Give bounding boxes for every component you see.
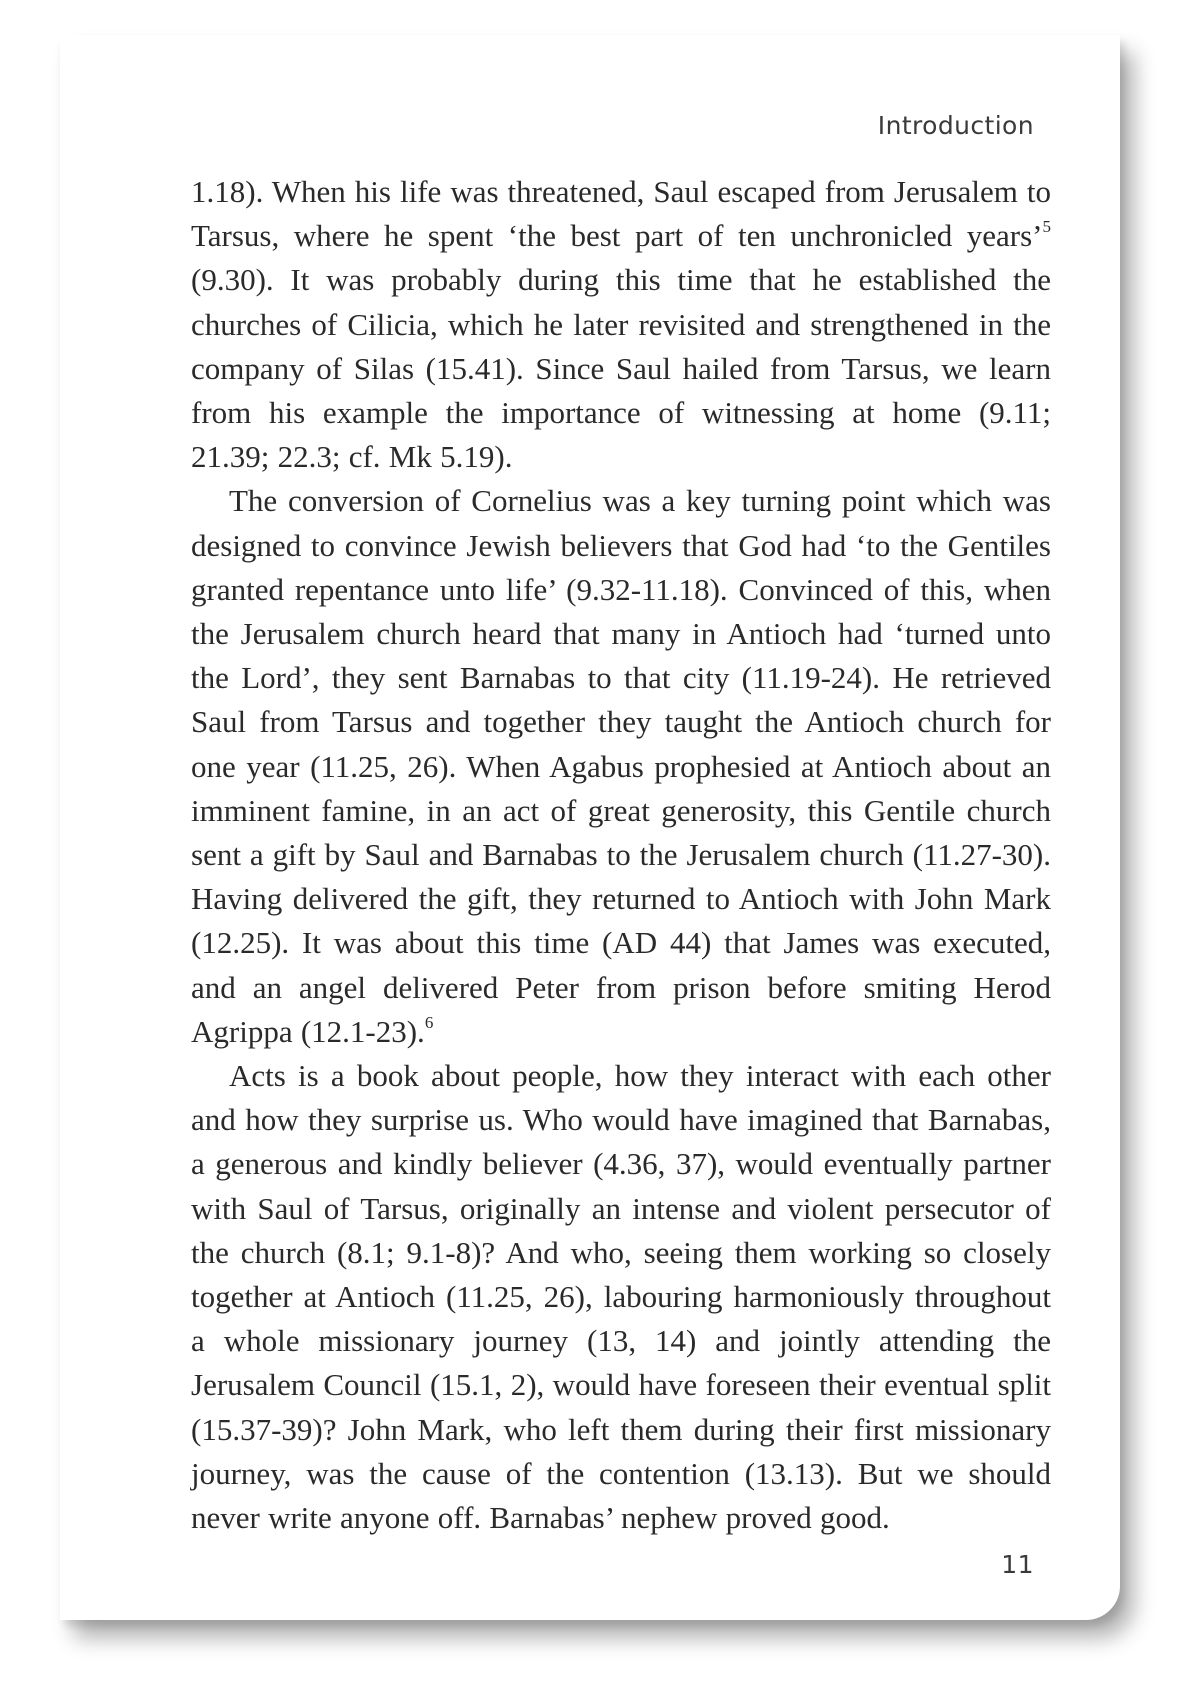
paragraph-1-text: 1.18). When his life was threatened, Saul escaped from Jerusalem to Tarsus, where he spent ‘the best part of ten unchronicled years’ — [191, 174, 1051, 254]
paragraph-1 — [191, 170, 1051, 479]
paragraph-3 — [191, 1054, 1051, 1540]
paragraph-2 — [191, 479, 1051, 1054]
body-text — [191, 170, 1051, 1540]
footnote-ref-5[interactable]: 5 — [1042, 217, 1051, 237]
paragraph-3-text: Acts is a book about people, how they interact with each other and how they surprise us. Who would have imagined that Barnabas, a generous and kindly believer (4.36, 37), would eventually partner with Saul of Tarsus, originally an intense and violent persecutor of the church (8.1; 9.1-8)? And who, seeing them working so closely together at Antioch (11.25, 26), labouring harmoniously throughout a whole missionary journey (13, 14) and jointly attending the Jerusalem Council (15.1, 2), would have foreseen their eventual split (15.37-39)? John Mark, who left them during their first missionary journey, was the cause of the contention (13.13). But we should never write anyone off. Barnabas’ nephew proved good. — [191, 1058, 1051, 1536]
footnote-ref-6[interactable]: 6 — [424, 1012, 434, 1032]
book-page — [60, 35, 1120, 1620]
page-number: 11 — [1001, 1550, 1034, 1579]
running-head: Introduction — [877, 111, 1034, 140]
paragraph-2-text: The conversion of Cornelius was a key turning point which was designed to convince Jewish believers that God had ‘to the Gentiles granted repentance unto life’ (9.32-11.18). Convinced of this, when the Jerusalem church heard that many in Antioch had ‘turned unto the Lord’, they sent Barnabas to that city (11.19-24). He retrieved Saul from Tarsus and together they taught the Antioch church for one year (11.25, 26). When Agabus prophesied at Antioch about an imminent famine, in an act of great generosity, this Gentile church sent a gift by Saul and Barnabas to the Jerusalem church (11.27-30). Having delivered the gift, they returned to Antioch with John Mark (12.25). It was about this time (AD 44) that James was executed, and an angel delivered Peter from prison before smiting Herod Agrippa (12.1-23). — [191, 483, 1051, 1049]
paragraph-1-continuation: (9.30). It was probably during this time that he established the churches of Cilicia, which he later revisited and strengthened in the company of Silas (15.41). Since Saul hailed from Tarsus, we learn from his example the importance of witnessing at home (9.11; 21.39; 22.3; cf. Mk 5.19). — [191, 262, 1051, 475]
